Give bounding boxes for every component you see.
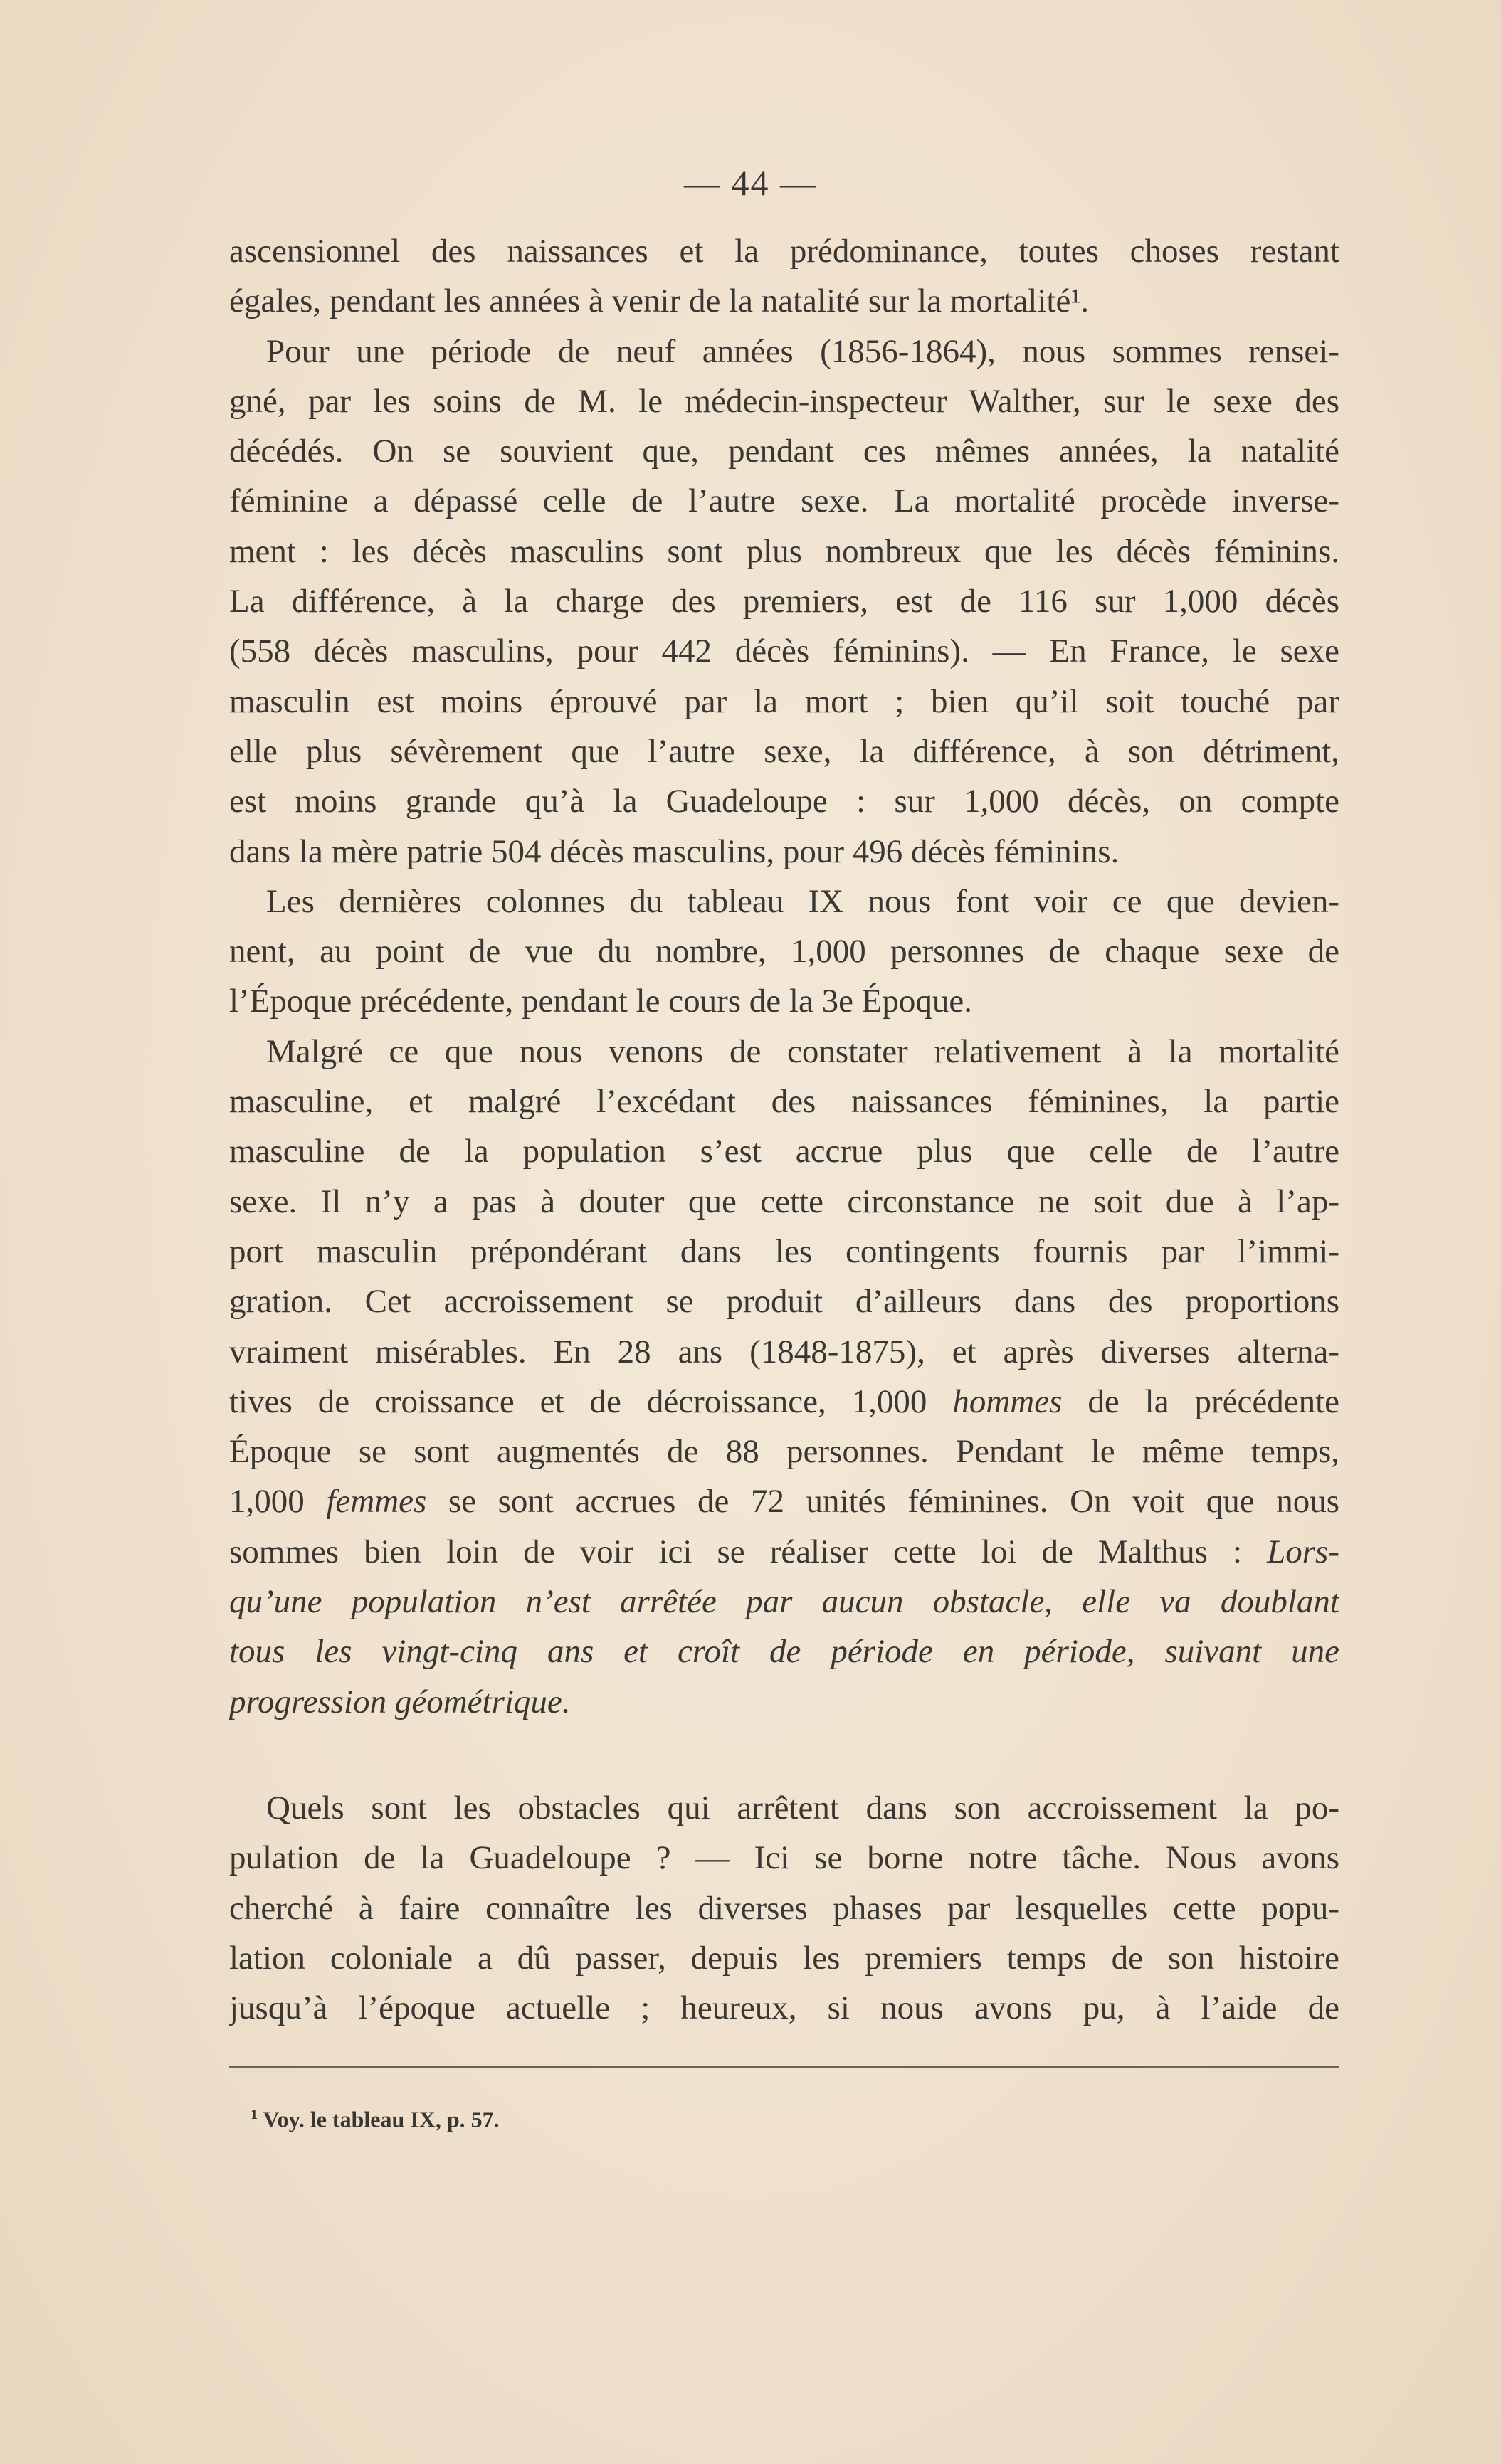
text-line: elle plus sévèrement que l’autre sexe, la différence, à son détriment,	[229, 732, 1339, 770]
text-line: masculine, et malgré l’excédant des naissances féminines, la partie	[229, 1083, 1339, 1121]
quote-line: progression géométrique.	[229, 1683, 571, 1720]
text-segment: tives de croissance et de décroissance, 1,000	[229, 1382, 927, 1420]
text-line	[229, 1377, 1339, 1427]
text-segment: 1,000	[229, 1483, 305, 1521]
text-line: La différence, à la charge des premiers, est de 116 sur 1,000 décès	[229, 583, 1339, 620]
text-line: sexe. Il n’y a pas à douter que cette circonstance ne soit due à l’ap-	[229, 1183, 1339, 1220]
quote-line: tous les vingt-cinq ans et croît de période en période, suivant une	[229, 1633, 1339, 1671]
italic-word: Lors-	[1267, 1533, 1339, 1570]
text-line: féminine a dépassé celle de l’autre sexe. La mortalité procède inverse-	[229, 482, 1339, 520]
text-segment: de la précédente	[1087, 1382, 1339, 1420]
text-line: ment : les décès masculins sont plus nombreux que les décès féminins.	[229, 532, 1339, 570]
text-line: cherché à faire connaître les diverses phases par lesquelles cette popu-	[229, 1889, 1339, 1927]
text-line	[229, 1476, 1339, 1526]
text-line: Les dernières colonnes du tableau IX nous font voir ce que devien-	[266, 882, 1339, 920]
text-line: l’Époque précédente, pendant le cours de la 3e Époque.	[229, 983, 973, 1020]
main-text	[229, 226, 1339, 1727]
text-line: (558 décès masculins, pour 442 décès féminins). — En France, le sexe	[229, 633, 1339, 670]
italic-word: hommes	[952, 1382, 1063, 1420]
text-segment: se sont accrues de 72 unités féminines. On voit que nous	[448, 1483, 1339, 1521]
text-line: masculine de la population s’est accrue plus que celle de l’autre	[229, 1133, 1339, 1170]
text-line: est moins grande qu’à la Guadeloupe : sur 1,000 décès, on compte	[229, 783, 1339, 820]
closing-text	[229, 1783, 1339, 2033]
text-line: lation coloniale a dû passer, depuis les premiers temps de son histoire	[229, 1939, 1339, 1977]
text-line: nent, au point de vue du nombre, 1,000 personnes de chaque sexe de	[229, 933, 1339, 971]
text-line: égales, pendant les années à venir de la natalité sur la mortalité¹.	[229, 282, 1090, 320]
footnote-divider	[229, 2066, 1339, 2068]
footnote-text: Voy. le tableau IX, p. 57.	[263, 2106, 500, 2132]
footnote	[251, 2098, 500, 2137]
text-line: port masculin prépondérant dans les contingents fournis par l’immi-	[229, 1232, 1339, 1270]
text-line: gné, par les soins de M. le médecin-inspecteur Walther, sur le sexe des	[229, 382, 1339, 420]
text-line: masculin est moins éprouvé par la mort ; bien qu’il soit touché par	[229, 682, 1339, 720]
text-line: pulation de la Guadeloupe ? — Ici se borne notre tâche. Nous avons	[229, 1839, 1339, 1877]
text-line: Quels sont les obstacles qui arrêtent dans son accroissement la po-	[266, 1789, 1339, 1826]
text-line: Pour une période de neuf années (1856-1864), nous sommes rensei-	[266, 332, 1339, 370]
text-segment: sommes bien loin de voir ici se réaliser cette loi de Malthus :	[229, 1533, 1243, 1570]
text-line: dans la mère patrie 504 décès masculins, pour 496 décès féminins.	[229, 832, 1120, 870]
page-number: — 44 —	[684, 163, 817, 203]
text-line: ascensionnel des naissances et la prédominance, toutes choses restant	[229, 233, 1339, 270]
text-line	[229, 1527, 1339, 1577]
text-line: décédés. On se souvient que, pendant ces mêmes années, la natalité	[229, 433, 1339, 470]
text-line: gration. Cet accroissement se produit d’ailleurs dans des proportions	[229, 1283, 1339, 1321]
text-line: jusqu’à l’époque actuelle ; heureux, si nous avons pu, à l’aide de	[229, 1989, 1339, 2027]
footnote-marker: 1	[251, 2107, 258, 2122]
text-line: Malgré ce que nous venons de constater relativement à la mortalité	[266, 1032, 1339, 1070]
quote-line: qu’une population n’est arrêtée par aucun obstacle, elle va doublant	[229, 1583, 1339, 1621]
italic-word: femmes	[326, 1483, 427, 1521]
text-line: vraiment misérables. En 28 ans (1848-1875), et après diverses alterna-	[229, 1333, 1339, 1370]
text-line: Époque se sont augmentés de 88 personnes. Pendant le même temps,	[229, 1433, 1339, 1471]
